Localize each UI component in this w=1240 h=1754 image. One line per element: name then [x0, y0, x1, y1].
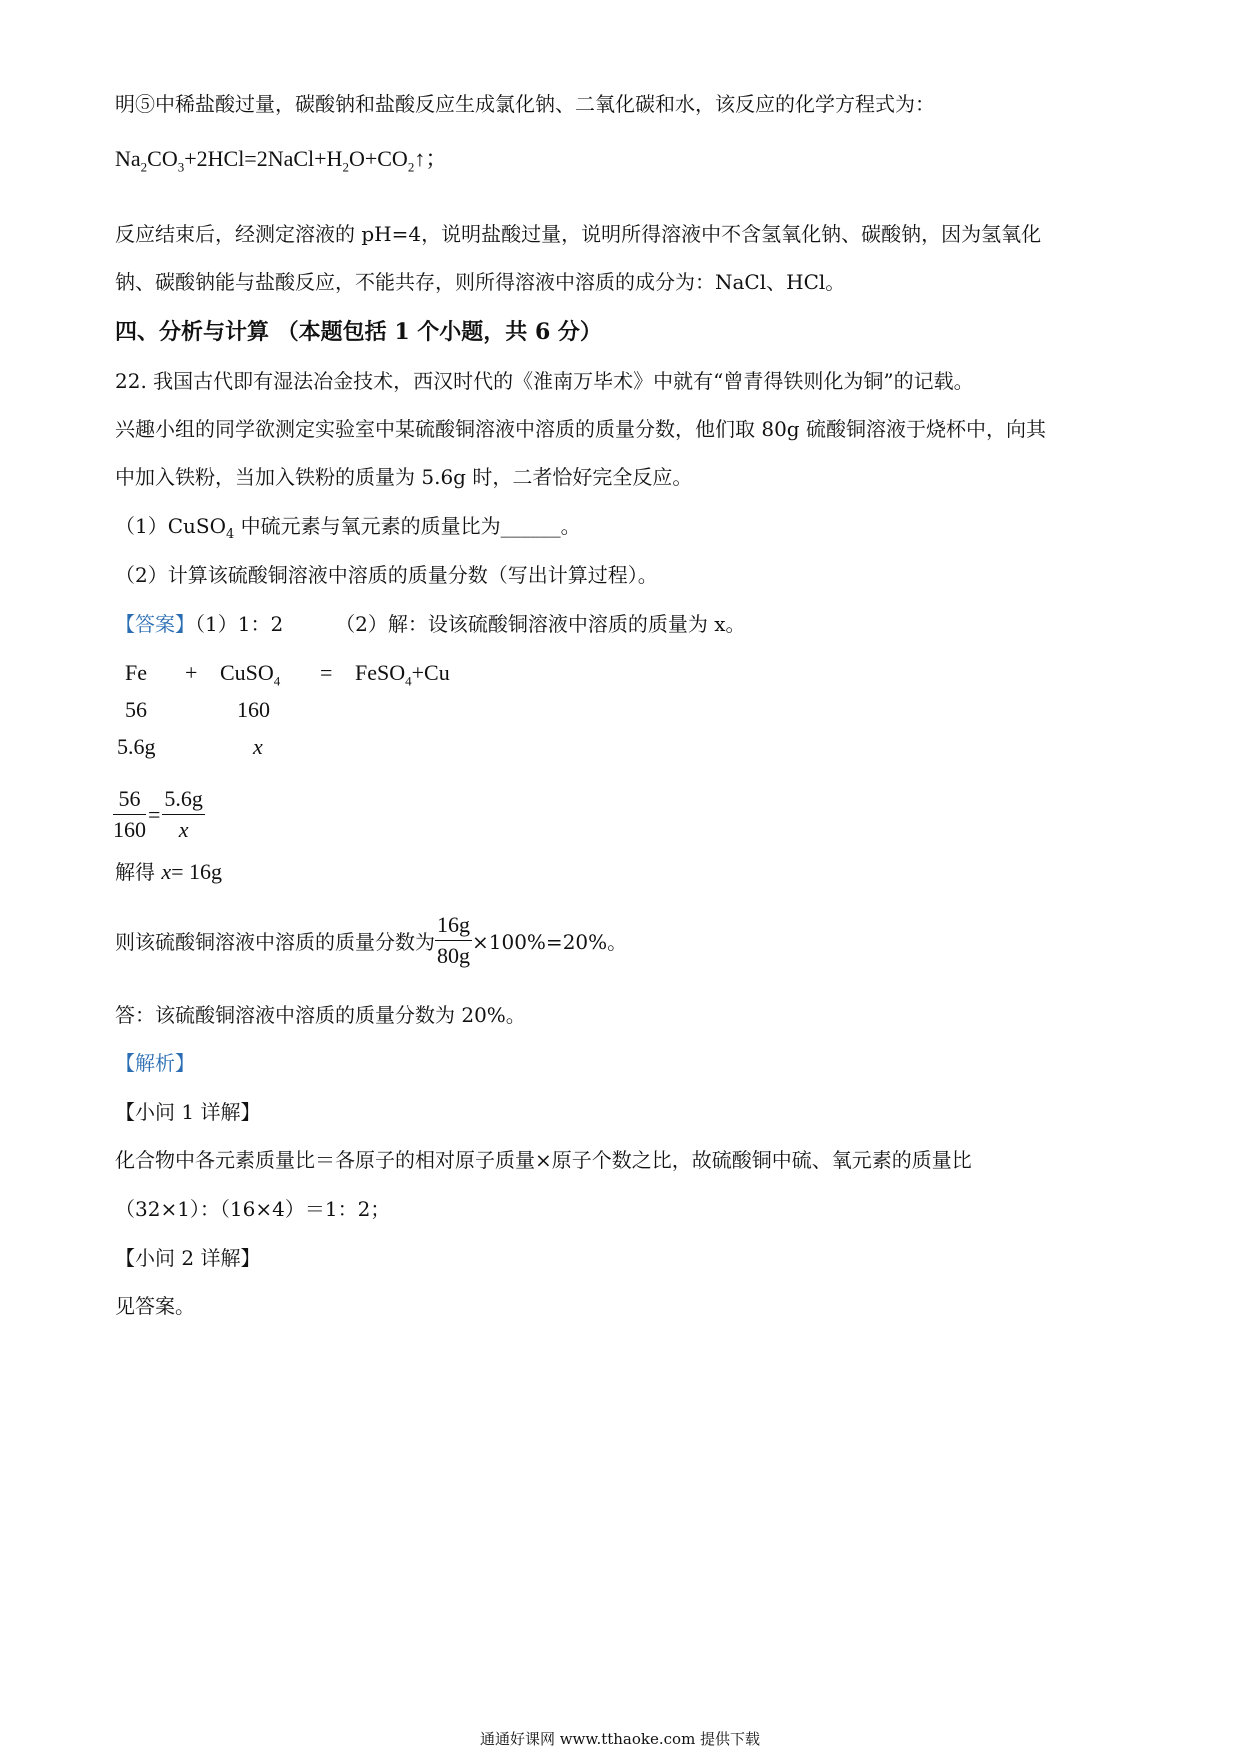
- sub2-text: 见答案。: [115, 1294, 195, 1318]
- fraction-line-text: 则该硫酸铜溶液中溶质的质量分数为: [115, 930, 435, 954]
- products: [355, 660, 450, 689]
- sub2-heading: 【小问 2 详解】: [115, 1246, 261, 1270]
- question-line: 22. 我国古代即有湿法冶金技术，西汉时代的《淮南万毕术》中就有“曾青得铁则化为铜”的记载。: [115, 369, 974, 393]
- text-line: 钠、碳酸钠能与盐酸反应，不能共存，则所得溶液中溶质的成分为：NaCl、HCl。: [115, 270, 846, 294]
- reactant-cuso4: [220, 660, 280, 689]
- eq-token: Na: [115, 146, 141, 171]
- question-line: 中加入铁粉，当加入铁粉的质量为 5.6g 时，二者恰好完全反应。: [115, 465, 693, 489]
- fraction-left: [113, 784, 146, 845]
- molar-mass-cuso4: 160: [237, 697, 270, 722]
- reactant-fe: Fe: [125, 660, 147, 685]
- fraction-line: [115, 910, 627, 971]
- formula-sub: 4: [405, 673, 412, 689]
- chemical-equation: [115, 145, 447, 181]
- equals-sign: =: [320, 660, 333, 685]
- denominator: 80g: [437, 943, 470, 968]
- answer-tag: 【答案】: [115, 612, 195, 636]
- eq-sub: 3: [177, 159, 185, 175]
- solve-value: = 16g: [171, 859, 223, 884]
- mass-fe: 5.6g: [117, 734, 156, 759]
- question-part-1: [115, 512, 581, 549]
- eq-token: O+CO: [348, 146, 408, 171]
- gas-arrow: ↑: [414, 146, 426, 171]
- analysis-tag: 【解析】: [115, 1051, 195, 1075]
- plus-sign: +: [185, 660, 198, 685]
- conclusion: 答：该硫酸铜溶液中溶质的质量分数为 20%。: [115, 1003, 526, 1027]
- part-sub: 4: [226, 527, 235, 542]
- text-line: 反应结束后，经测定溶液的 pH=4，说明盐酸过量，说明所得溶液中不含氢氧化钠、碳酸钠，因为氢氧化: [115, 222, 1042, 246]
- solve-line: [115, 858, 222, 886]
- fraction-right: [162, 784, 205, 845]
- formula-sub: 4: [273, 673, 281, 689]
- question-part-2: （2）计算该硫酸铜溶液中溶质的质量分数（写出计算过程）。: [115, 563, 658, 587]
- equals-sign: =: [148, 801, 161, 827]
- unknown-x: x: [253, 734, 263, 759]
- sub1-text: 化合物中各元素质量比＝各原子的相对原子质量×原子个数之比，故硫酸铜中硫、氧元素的质量比: [115, 1148, 972, 1172]
- answer-line: [115, 610, 746, 638]
- section-heading: 四、分析与计算 （本题包括 1 个小题，共 6 分）: [115, 319, 602, 345]
- answer-text-2: （2）解：设该硫酸铜溶液中溶质的质量为 x。: [335, 612, 746, 636]
- formula-token: CuSO: [220, 660, 274, 685]
- part-text: （1）CuSO: [115, 514, 227, 538]
- numerator: 5.6g: [162, 784, 205, 815]
- molar-mass-fe: 56: [125, 697, 147, 722]
- denominator: 160: [113, 817, 146, 842]
- text-line: 明⑤中稀盐酸过量，碳酸钠和盐酸反应生成氯化钠、二氧化碳和水，该反应的化学方程式为：: [115, 92, 935, 116]
- proportion: [113, 784, 205, 845]
- numerator: 16g: [435, 910, 472, 941]
- formula-token: +Cu: [411, 660, 450, 685]
- solve-var: x: [161, 859, 172, 884]
- sub1-text: （32×1）：（16×4）＝1：2；: [115, 1197, 391, 1221]
- page-footer: 通通好课网 www.tthaoke.com 提供下载: [479, 1730, 761, 1748]
- answer-text-1: （1）1：2: [195, 612, 284, 636]
- mass-fraction: [435, 910, 472, 971]
- denominator: x: [178, 817, 189, 842]
- formula-token: FeSO: [355, 660, 406, 685]
- eq-token: ；: [425, 146, 448, 171]
- reaction-block: [117, 660, 645, 780]
- eq-sub: 2: [342, 159, 349, 175]
- fraction-line-result: ×100%=20%。: [472, 930, 628, 954]
- eq-token: CO: [147, 146, 178, 171]
- question-line: 兴趣小组的同学欲测定实验室中某硫酸铜溶液中溶质的质量分数，他们取 80g 硫酸铜溶液于烧杯中，向其: [115, 417, 1046, 441]
- solve-text: 解得: [115, 860, 162, 884]
- sub1-heading: 【小问 1 详解】: [115, 1100, 261, 1124]
- numerator: 56: [113, 784, 146, 815]
- eq-sub: 2: [140, 159, 148, 175]
- eq-sub: 2: [407, 159, 415, 175]
- part-text: 中硫元素与氧元素的质量比为______。: [234, 514, 581, 538]
- eq-token: +2HCl=2NaCl+H: [184, 146, 343, 171]
